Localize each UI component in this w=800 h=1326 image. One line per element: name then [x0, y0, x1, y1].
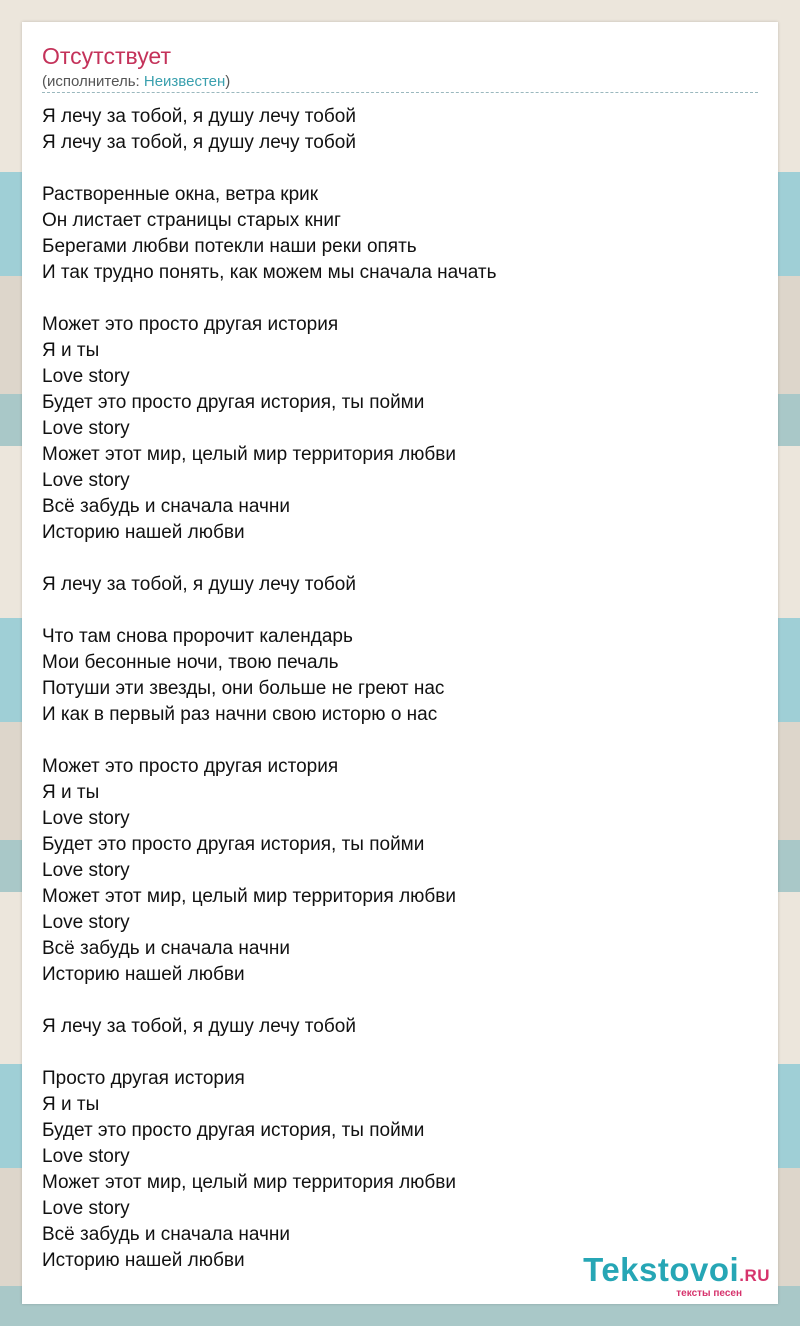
lyrics-card — [22, 22, 778, 1304]
lyric-line: Будет это просто другая история, ты пойми — [42, 834, 425, 855]
lyric-line: Берегами любви потекли наши реки опять — [42, 236, 417, 257]
stanza-break — [42, 1040, 496, 1066]
lyric-line: Будет это просто другая история, ты пойми — [42, 392, 425, 413]
lyric-line: Что там снова пророчит календарь — [42, 626, 353, 647]
stanza-break — [42, 546, 496, 572]
lyric-line: Потуши эти звезды, они больше не греют нас — [42, 678, 445, 699]
lyric-line: Может этот мир, целый мир территория любви — [42, 1172, 457, 1193]
lyric-line: Он листает страницы старых книг — [42, 210, 341, 231]
stanza-break — [42, 598, 496, 624]
lyrics-text — [42, 104, 496, 1274]
lyric-line: Может этот мир, целый мир территория любви — [42, 444, 457, 465]
dashed-divider — [42, 92, 758, 93]
artist-suffix: ) — [225, 73, 231, 90]
lyric-line: Растворенные окна, ветра крик — [42, 184, 319, 205]
lyric-line: Может этот мир, целый мир территория любви — [42, 886, 457, 907]
lyric-line: Может это просто другая история — [42, 314, 339, 335]
lyric-line: Love story — [42, 470, 130, 491]
lyric-line: Всё забудь и сначала начни — [42, 496, 290, 517]
lyric-line: Love story — [42, 1198, 130, 1219]
lyric-line: Всё забудь и сначала начни — [42, 1224, 290, 1245]
artist-name-link[interactable]: Неизвестен — [143, 73, 226, 90]
lyric-line: И так трудно понять, как можем мы сначала начать — [42, 262, 497, 283]
lyric-line: Я лечу за тобой, я душу лечу тобой — [42, 1016, 356, 1037]
stanza-break — [42, 286, 496, 312]
lyric-line: Я и ты — [42, 782, 100, 803]
lyric-line: Love story — [42, 1146, 130, 1167]
lyric-line: Будет это просто другая история, ты пойми — [42, 1120, 425, 1141]
lyric-line: Я и ты — [42, 340, 100, 361]
lyric-line: Может это просто другая история — [42, 756, 339, 777]
lyric-line: Историю нашей любви — [42, 964, 245, 985]
lyric-line: Love story — [42, 860, 130, 881]
lyric-line: Love story — [42, 912, 130, 933]
lyric-line: Я и ты — [42, 1094, 100, 1115]
lyric-line: Историю нашей любви — [42, 522, 245, 543]
song-title: Отсутствует — [42, 43, 171, 69]
lyric-line: Всё забудь и сначала начни — [42, 938, 290, 959]
lyric-line: Я лечу за тобой, я душу лечу тобой — [42, 132, 356, 153]
stanza-break — [42, 728, 496, 754]
lyric-line: Я лечу за тобой, я душу лечу тобой — [42, 106, 356, 127]
tekstovoi-logo[interactable] — [583, 1252, 770, 1300]
lyric-line: Love story — [42, 808, 130, 829]
lyric-line: Love story — [42, 366, 130, 387]
logo-tagline: тексты песен — [676, 1288, 742, 1299]
artist-line — [42, 73, 230, 91]
logo-tld: .RU — [739, 1266, 770, 1285]
lyric-line: Просто другая история — [42, 1068, 245, 1089]
stanza-break — [42, 988, 496, 1014]
artist-prefix: (исполнитель: — [42, 73, 144, 90]
stanza-break — [42, 156, 496, 182]
logo-name: Tekstovoi — [583, 1251, 740, 1288]
lyric-line: Я лечу за тобой, я душу лечу тобой — [42, 574, 356, 595]
lyric-line: И как в первый раз начни свою исторю о нас — [42, 704, 438, 725]
lyric-line: Мои бесонные ночи, твою печаль — [42, 652, 339, 673]
lyric-line: Историю нашей любви — [42, 1250, 245, 1271]
lyric-line: Love story — [42, 418, 130, 439]
